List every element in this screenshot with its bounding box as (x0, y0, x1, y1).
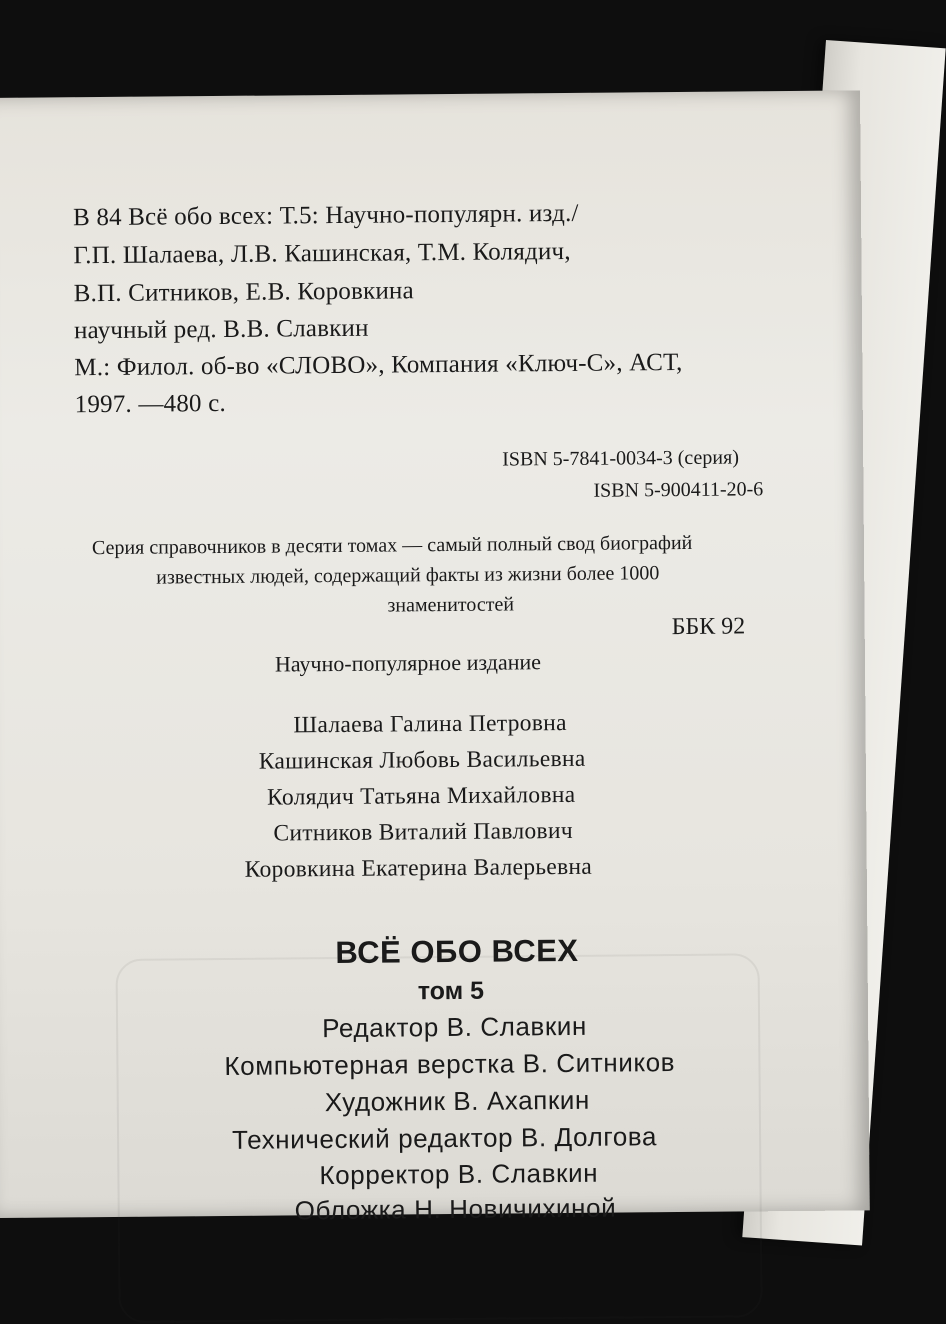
biblio-line: В 84 Всё обо всех: Т.5: Научно-популярн. изд./ (72, 199, 579, 232)
isbn-series: ISBN 5-7841-0034-3 (серия) (502, 446, 740, 471)
book-page (0, 90, 870, 1226)
annotation-line: известных людей, содержащий факты из жизни более 1000 (156, 562, 660, 589)
biblio-line: 1997. —480 с. (74, 389, 226, 419)
isbn-volume: ISBN 5-900411-20-6 (593, 478, 764, 502)
annotation-line: знаменитостей (387, 593, 515, 617)
biblio-line: М.: Филол. об-во «СЛОВО», Компания «Ключ-С», АСТ, (74, 348, 683, 382)
volume-label: том 5 (417, 976, 485, 1006)
credit-line: Корректор В. Славкин (319, 1157, 599, 1191)
biblio-line: В.П. Ситников, Е.В. Коровкина (73, 277, 414, 308)
biblio-line: научный ред. В.В. Славкин (73, 314, 369, 345)
credit-line: Обложка Н. Новичихиной (294, 1192, 617, 1226)
author-name: Ситников Виталий Павлович (273, 817, 574, 847)
author-name: Кашинская Любовь Васильевна (258, 745, 586, 775)
book-title: ВСЁ ОБО ВСЕХ (335, 932, 579, 971)
biblio-line: Г.П. Шалаева, Л.В. Кашинская, Т.М. Колядич, (73, 237, 571, 270)
edition-type: Научно-популярное издание (274, 649, 542, 677)
credit-line: Художник В. Ахапкин (324, 1084, 591, 1118)
credit-line: Редактор В. Славкин (321, 1010, 588, 1044)
credit-line: Компьютерная верстка В. Ситников (224, 1047, 676, 1081)
bbk-code: ББК 92 (671, 613, 746, 641)
bibliographic-record (0, 90, 860, 419)
annotation-line: Серия справочников в десяти томах — самый полный свод биографий (91, 531, 693, 560)
author-name: Колядич Татьяна Михайловна (267, 781, 576, 811)
author-name: Шалаева Галина Петровна (293, 709, 567, 739)
credit-line: Технический редактор В. Долгова (231, 1121, 658, 1155)
author-name: Коровкина Екатерина Валерьевна (244, 853, 593, 883)
